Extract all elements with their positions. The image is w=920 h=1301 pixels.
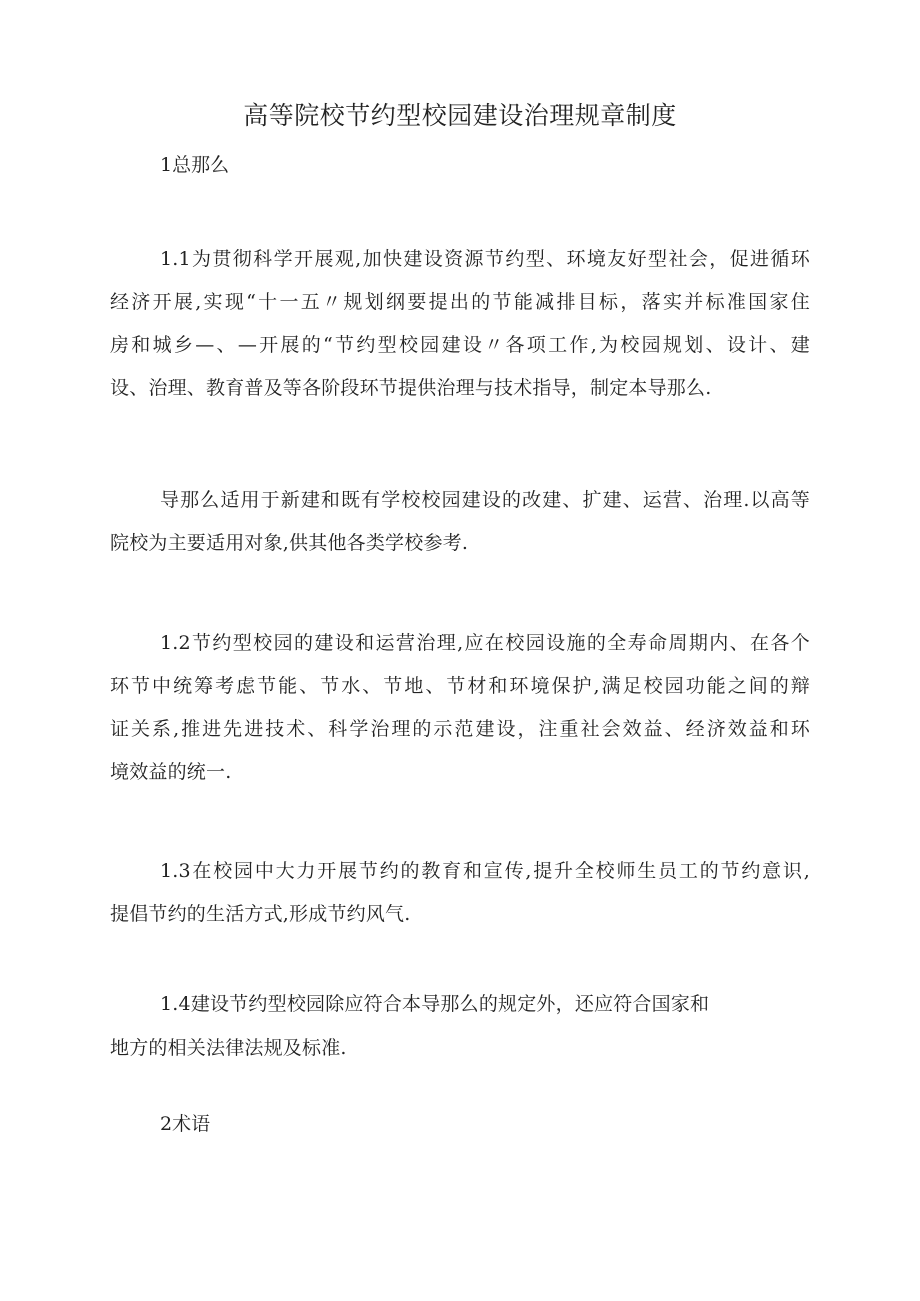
paragraph-line: 提倡节约的生活方式,形成节约风气. xyxy=(110,903,411,925)
paragraph-scope xyxy=(110,479,810,565)
paragraph-line: 环节中统筹考虑节能、节水、节地、节材和环境保护,满足校园功能之间的辩 xyxy=(110,675,810,697)
paragraph-1-4 xyxy=(110,983,810,1070)
section-1-heading: 1总那么 xyxy=(160,154,230,176)
paragraph-line: 经济开展,实现“十一五〃规划纲要提出的节能减排目标，落实并标准国家住 xyxy=(110,291,810,313)
document-title: 高等院校节约型校园建设治理规章制度 xyxy=(243,101,677,130)
paragraph-1-1 xyxy=(110,238,810,410)
paragraph-line: 设、治理、教育普及等各阶段环节提供治理与技术指导，制定本导那么. xyxy=(110,377,712,399)
paragraph-line: 证关系,推进先进技术、科学治理的示范建设，注重社会效益、经济效益和环 xyxy=(110,718,810,740)
paragraph-line: 1.3在校园中大力开展节约的教育和宣传,提升全校师生员工的节约意识, xyxy=(160,860,810,882)
paragraph-line: 1.1为贯彻科学开展观,加快建设资源节约型、环境友好型社会，促进循环 xyxy=(160,248,810,270)
paragraph-line: 地方的相关法律法规及标准. xyxy=(110,1037,347,1059)
paragraph-line: 境效益的统一. xyxy=(110,761,232,783)
paragraph-line: 院校为主要适用对象,供其他各类学校参考. xyxy=(110,532,469,554)
paragraph-line: 房和城乡—、—开展的“节约型校园建设〃各项工作,为校园规划、设计、建 xyxy=(110,334,810,356)
paragraph-line: 导那么适用于新建和既有学校校园建设的改建、扩建、运营、治理.以高等 xyxy=(160,489,810,511)
section-2-heading: 2术语 xyxy=(160,1113,211,1135)
paragraph-1-2 xyxy=(110,622,810,794)
paragraph-line: 1.2节约型校园的建设和运营治理,应在校园设施的全寿命周期内、在各个 xyxy=(160,632,810,654)
paragraph-1-3 xyxy=(110,850,810,936)
paragraph-line: 1.4建设节约型校园除应符合本导那么的规定外，还应符合国家和 xyxy=(160,993,710,1015)
